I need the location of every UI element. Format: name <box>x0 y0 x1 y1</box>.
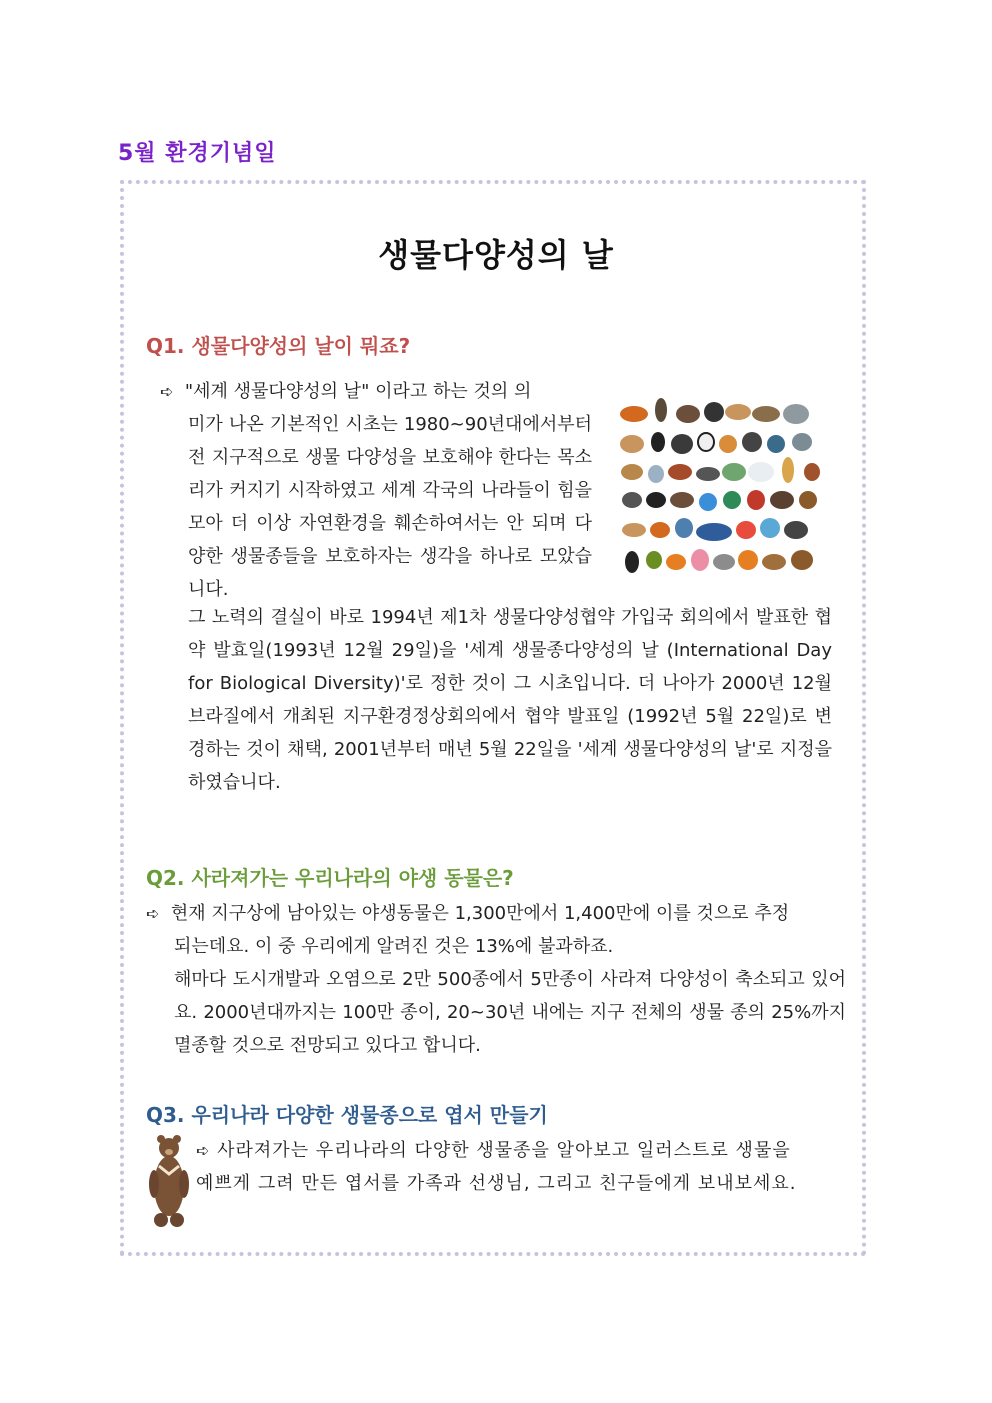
q1-para1-rest: 미가 나온 기본적인 시초는 1980~90년대에서부터 전 지구적으로 생물 다양성을 보호해야 한다는 목소리가 커지기 시작하였고 세계 각국의 나라들이 힘을 모아 더 이상 자연환경을 훼손하여서는 안 되며 다양한 생물종들을 보호하자는 생각을 하나로 모았습니다. <box>188 414 592 600</box>
arrow-icon: ➪ <box>160 382 174 401</box>
q2-para1-first-line <box>146 903 789 924</box>
animals-illustration <box>616 392 826 584</box>
month-title: 5월 환경기념일 <box>118 141 277 166</box>
q1-heading: Q1. 생물다양성의 날이 뭐죠? <box>146 334 411 358</box>
q3-para1-first-line <box>196 1140 791 1161</box>
q2-para1-first-text: 현재 지구상에 남아있는 야생동물은 1,300만에서 1,400만에 이를 것으로 추정 <box>170 903 790 924</box>
q1-para1-first-text: "세계 생물다양성의 날" 이라고 하는 것의 의 <box>184 381 532 402</box>
q2-paragraph-1 <box>146 897 846 963</box>
bear-illustration <box>146 1134 192 1228</box>
q2-heading: Q2. 사라져가는 우리나라의 야생 동물은? <box>146 866 514 890</box>
page-title: 생물다양성의 날 <box>378 236 614 274</box>
q1-para1-first-line <box>160 375 592 408</box>
q2-para1-rest: 되는데요. 이 중 우리에게 알려진 것은 13%에 불과하죠. <box>174 936 614 957</box>
q2-paragraph-2: 해마다 도시개발과 오염으로 2만 500종에서 5만종이 사라져 다양성이 축소되고 있어요. 2000년대까지는 100만 종이, 20~30년 내에는 지구 전체의 생물 종의 25%까지 멸종할 것으로 전망되고 있다고 합니다. <box>174 969 846 1056</box>
q3-paragraph-1 <box>196 1134 846 1200</box>
q1-paragraph-2: 그 노력의 결실이 바로 1994년 제1차 생물다양성협약 가입국 회의에서 발표한 협약 발효일(1993년 12월 29일)을 '세계 생물종다양성의 날 (International Day for Biological Diversity)'로 정한 것이 그 시초입니다. 더 나아가 2000년 12월 브라질에서 개최된 지구환경정상회의에서 협약 발표일 (1992년 5월 22일)로 변경하는 것이 채택, 2001년부터 매년 5월 22일을 '세계 생물다양성의 날'로 지정을 하였습니다. <box>188 607 832 793</box>
arrow-icon: ➪ <box>146 904 160 923</box>
q3-para1-rest: 예쁘게 그려 만든 엽서를 가족과 선생님, 그리고 친구들에게 보내보세요. <box>196 1173 797 1194</box>
q3-heading: Q3. 우리나라 다양한 생물종으로 엽서 만들기 <box>146 1103 548 1127</box>
animal-icons <box>620 398 820 573</box>
q3-para1-first-text: 사라져가는 우리나라의 다양한 생물종을 알아보고 일러스트로 생물을 <box>217 1140 791 1161</box>
arrow-icon: ➪ <box>196 1141 211 1160</box>
q1-paragraph-1 <box>160 375 592 606</box>
